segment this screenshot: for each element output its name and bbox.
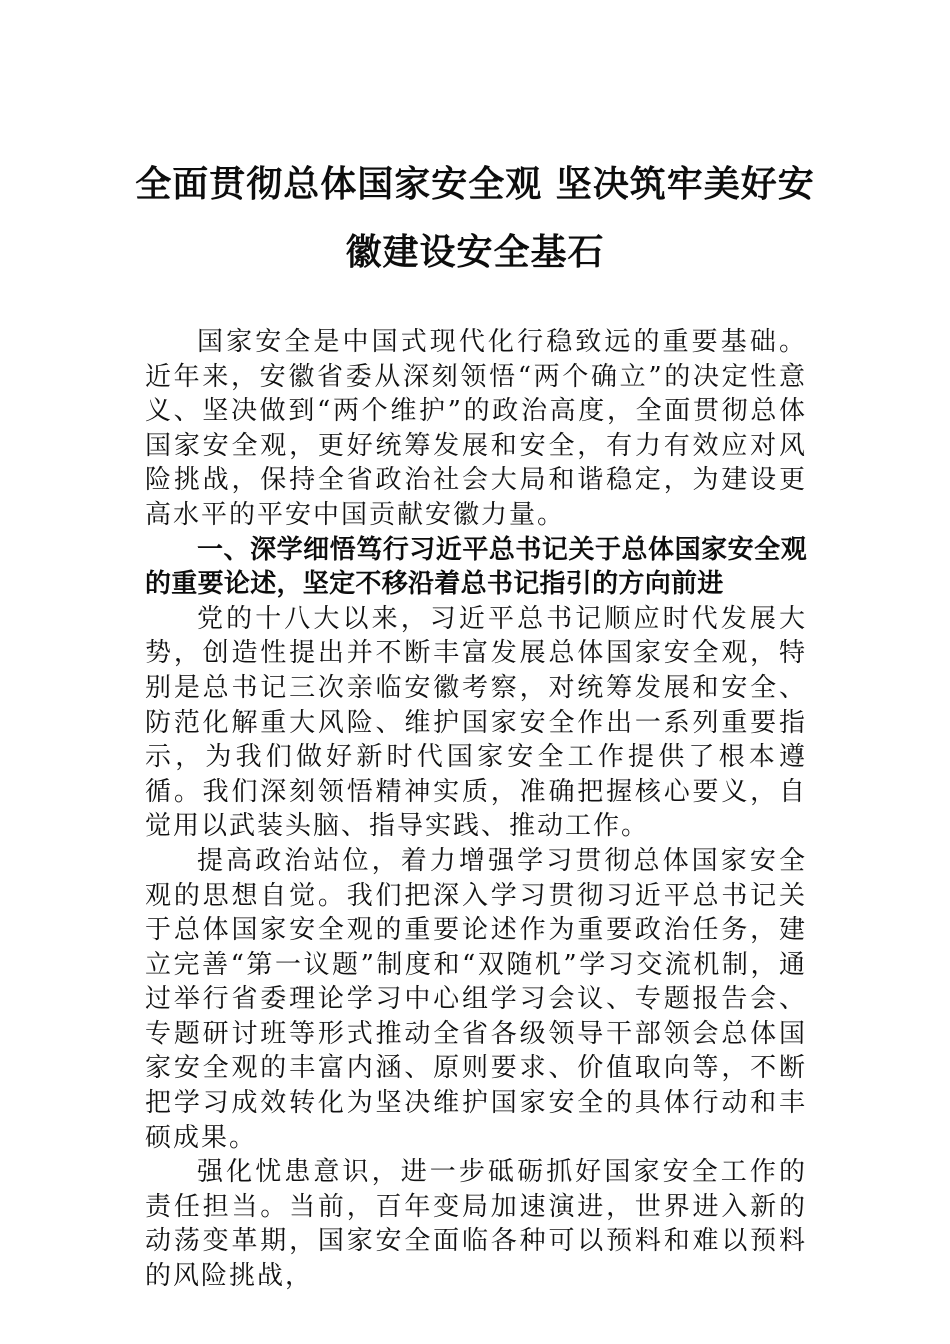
paragraph-section-1-c: 强化忧患意识，进一步砥砺抓好国家安全工作的责任担当。当前，百年变局加速演进，世界进入新的动荡变革期，国家安全面临各种可以预料和难以预料的风险挑战， [145, 1157, 807, 1292]
section-heading-1: 一、深学细悟笃行习近平总书记关于总体国家安全观的重要论述，坚定不移沿着总书记指引的方向前进 [145, 534, 807, 600]
paragraph-intro: 国家安全是中国式现代化行稳致远的重要基础。近年来，安徽省委从深刻领悟“两个确立”的决定性意义、坚决做到“两个维护”的政治高度，全面贯彻总体国家安全观，更好统筹发展和安全，有力有效应对风险挑战，保持全省政治社会大局和谐稳定，为建设更高水平的平安中国贡献安徽力量。 [145, 327, 807, 530]
paragraph-section-1-a: 党的十八大以来，习近平总书记顺应时代发展大势，创造性提出并不断丰富发展总体国家安全观，特别是总书记三次亲临安徽考察，对统筹发展和安全、防范化解重大风险、维护国家安全作出一系列重要指示，为我们做好新时代国家安全工作提供了根本遵循。我们深刻领悟精神实质，准确把握核心要义，自觉用以武装头脑、指导实践、推动工作。 [145, 603, 807, 842]
paragraph-section-1-b: 提高政治站位，着力增强学习贯彻总体国家安全观的思想自觉。我们把深入学习贯彻习近平总书记关于总体国家安全观的重要论述作为重要政治任务，建立完善“第一议题”制度和“双随机”学习交流机制，通过举行省委理论学习中心组学习会议、专题报告会、专题研讨班等形式推动全省各级领导干部领会总体国家安全观的丰富内涵、原则要求、价值取向等，不断把学习成效转化为坚决维护国家安全的具体行动和丰硕成果。 [145, 845, 807, 1153]
document-body [145, 325, 807, 1294]
document-title: 全面贯彻总体国家安全观 坚决筑牢美好安徽建设安全基石 [135, 163, 815, 273]
